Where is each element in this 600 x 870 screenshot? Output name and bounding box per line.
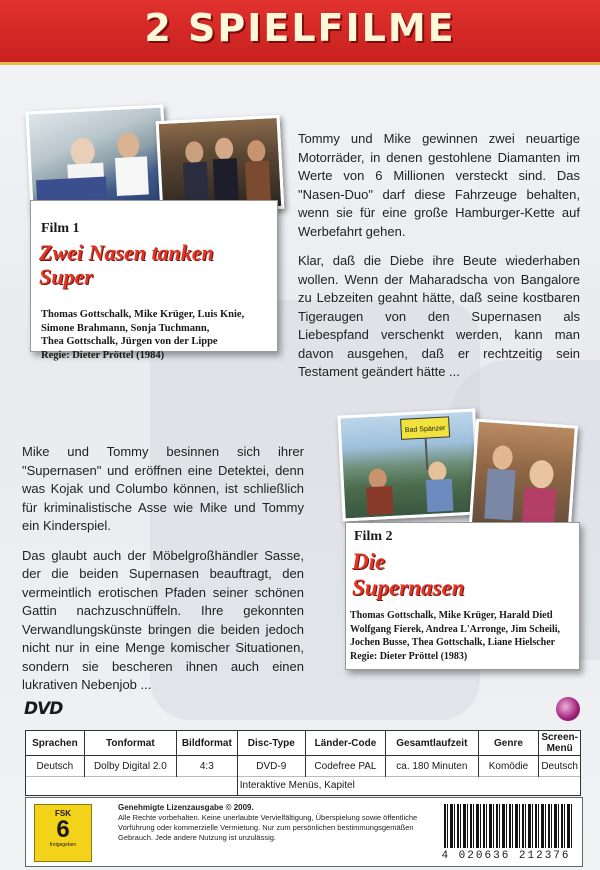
fsk-label: FSK <box>55 809 71 818</box>
barcode <box>444 804 574 848</box>
film2-credits <box>350 609 578 663</box>
spec-value: DVD-9 <box>237 756 305 777</box>
film2-title: Die Supernasen <box>352 549 465 600</box>
barcode-number: 4 020636 212376 <box>441 850 571 862</box>
film1-info-card <box>30 200 278 361</box>
film2-paragraph: Mike und Tommy besinnen sich ihrer "Supernasen" und eröffnen eine Detektei, denn was Kojak und Columbo können, ist schließlich für kriminalistische Asse wie Mike und Tommy ein Kinderspiel. <box>22 444 304 533</box>
spec-value: ca. 180 Minuten <box>386 756 479 777</box>
legal-footer <box>25 797 583 867</box>
spec-value: 4:3 <box>176 756 237 777</box>
banner-title: 2 SPIELFILME <box>144 6 456 50</box>
spec-value: Deutsch <box>26 756 85 777</box>
spec-header: Genre <box>478 731 539 756</box>
specs-header-row <box>26 731 581 756</box>
spec-value: Komödie <box>478 756 539 777</box>
office-scene-illustration <box>159 118 281 212</box>
film1-director: Regie: Dieter Pröttel (1984) <box>41 349 165 361</box>
film1-title-line2: Super <box>39 264 93 290</box>
spec-header: Screen-Menü <box>539 731 581 756</box>
legal-notice <box>118 803 418 843</box>
title-banner <box>0 0 600 65</box>
film1-title-line1: Zwei Nasen tanken <box>39 240 214 265</box>
film1-paragraph: Klar, daß die Diebe ihre Beute wiederhaben wollen. Wenn der Maharadscha von Bangalore zu Lebzeiten geahnt hätte, daß seine kostbaren Tigeraugen von den Supernasen als Liebespfand verschenkt werden, kann man davon ausgehen, daß er rechtzeitig sein Testament geändert hätte ... <box>298 253 580 379</box>
film1-credit-line: Thea Gottschalk, Jürgen von der Lippe <box>41 336 218 347</box>
hospital-scene-illustration <box>29 108 166 211</box>
film2-paragraph: Das glaubt auch der Möbelgroßhändler Sasse, der die beiden Supernasen beauftragt, den vermeintlich erotischen Pfaden seiner schönen Gattin nachzuschnüffeln. Ihre gekonnten Verwandlungskünste bringen die beiden jedoch nicht nur in eine Menge komischer Situationen, sondern sie bescheren ihnen auch einen lukrativen Nebenjob ... <box>22 547 304 692</box>
specs-table <box>25 730 581 796</box>
film2-credit-line: Wolfgang Fierek, Andrea L'Arronge, Jim Scheili, <box>350 623 560 635</box>
spec-header: Disc-Type <box>237 731 305 756</box>
film2-label: Film 2 <box>354 529 393 544</box>
spec-value: Codefree PAL <box>305 756 385 777</box>
film1-title <box>39 241 214 289</box>
spec-header: Länder-Code <box>305 731 385 756</box>
lake-scene-illustration <box>340 412 477 519</box>
specs-extra-row <box>26 777 581 796</box>
dvd-logo: DVD <box>24 699 63 719</box>
legal-heading: Genehmigte Lizenzausgabe © 2009. <box>118 803 254 812</box>
spec-header: Bildformat <box>176 731 237 756</box>
town-sign: Bad Spänzer <box>404 425 446 435</box>
film1-paragraph: Tommy und Mike gewinnen zwei neuartige Motorräder, in denen gestohlene Diamanten im Werte von 6 Millionen versteckt sind. Das "Nasen-Duo" darf diese Fahrzeuge behalten, wenn sie für eine große Hamburger-Kette auf Werbefahrt gehen. <box>298 131 580 239</box>
film2-credit-line: Thomas Gottschalk, Mike Krüger, Harald Dietl <box>350 610 553 621</box>
spec-extra-features: Interaktive Menüs, Kapitel <box>237 777 580 796</box>
film2-info-card <box>345 522 580 670</box>
film2-synopsis <box>22 443 304 706</box>
spec-header: Gesamtlaufzeit <box>386 731 479 756</box>
spec-extra-spacer <box>26 777 238 796</box>
film1-synopsis <box>298 130 580 393</box>
specs-value-row <box>26 756 581 777</box>
film1-credit-line: Thomas Gottschalk, Mike Krüger, Luis Knie, <box>41 309 245 320</box>
film1-photo-hospital <box>25 104 168 213</box>
spec-header: Tonformat <box>84 731 176 756</box>
publisher-logo <box>556 697 580 721</box>
spec-value: Deutsch <box>539 756 581 777</box>
fsk-age: 6 <box>56 816 70 843</box>
film1-credits <box>41 308 277 362</box>
fsk-caption: freigegeben <box>49 842 77 848</box>
spec-header: Sprachen <box>26 731 85 756</box>
film1-credit-line: Simone Brahmann, Sonja Tuchmann, <box>41 322 210 334</box>
legal-text: Alle Rechte vorbehalten. Keine unerlaubte Vervielfältigung, Überspielung sowie öffentliche Vorführung oder kommerzielle Vermietung. Nur zum persönlichen bestimmungsgemäßen Gebrauch. Jede andere Nutzung ist unzulässig. <box>118 813 418 842</box>
film2-credit-line: Jochen Busse, Thea Gottschalk, Liane Hielscher <box>350 637 556 648</box>
film2-director: Regie: Dieter Pröttel (1983) <box>350 650 468 662</box>
fsk-rating-badge <box>34 804 92 862</box>
film2-photo-lake <box>337 408 480 521</box>
spec-value: Dolby Digital 2.0 <box>84 756 176 777</box>
film1-label: Film 1 <box>41 221 80 236</box>
